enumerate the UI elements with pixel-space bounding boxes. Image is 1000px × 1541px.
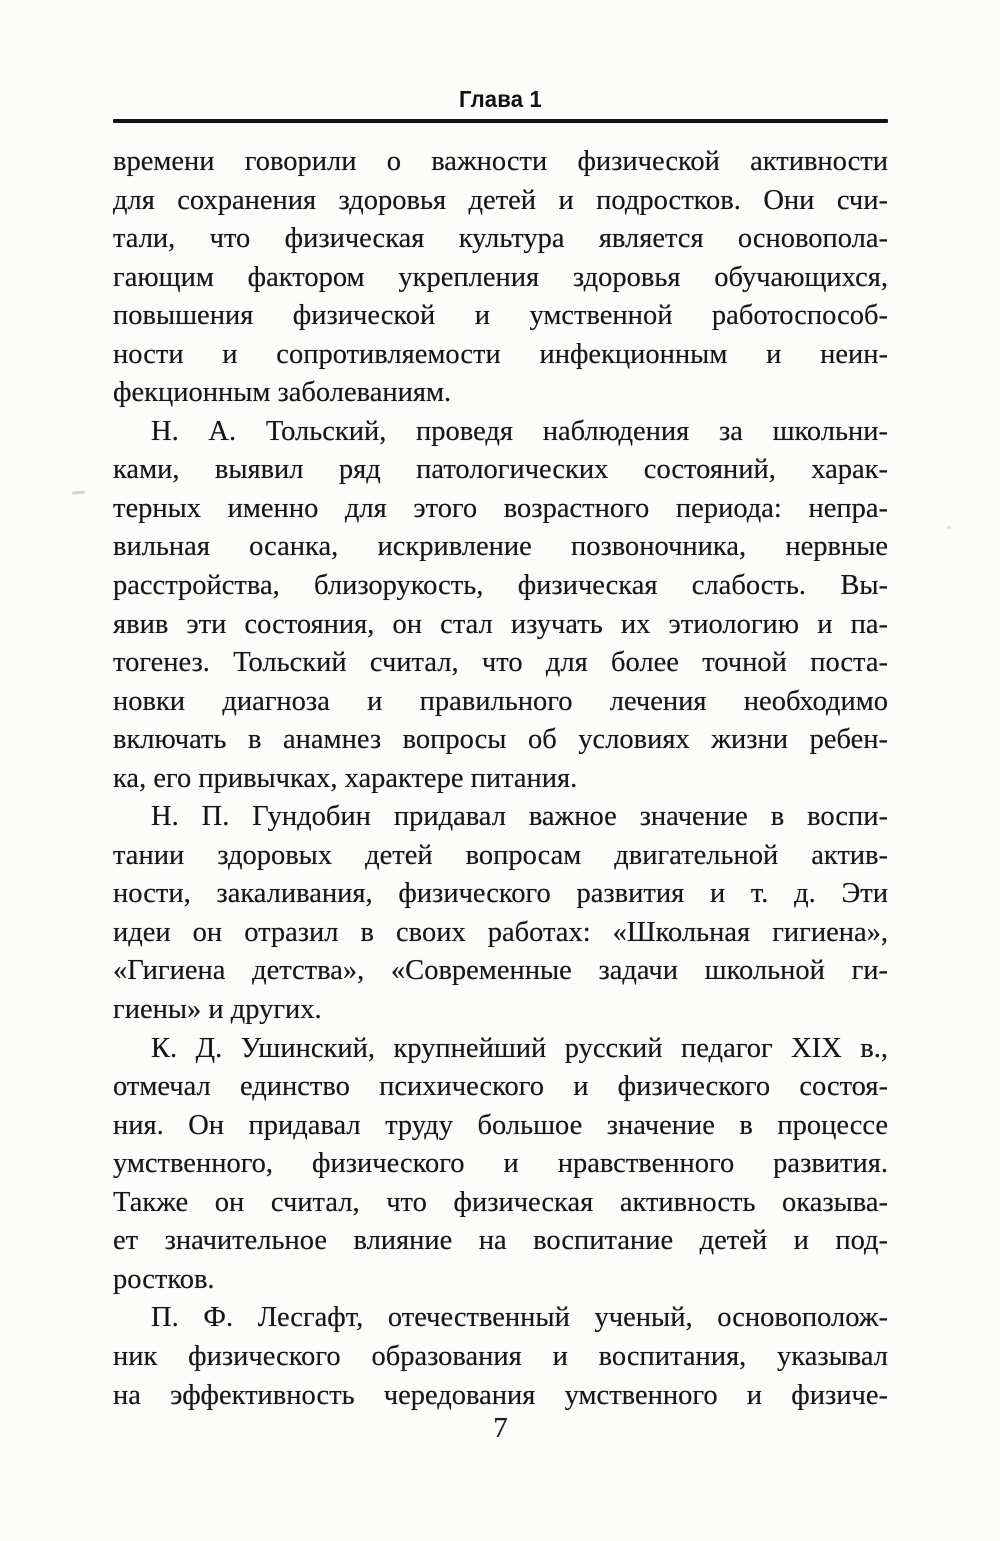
paragraph — [113, 143, 888, 413]
text-line: Н. П. Гундобин придавал важное значение в воспи- — [151, 801, 888, 833]
text-line: ростков. — [113, 1263, 215, 1295]
text-line: «Гигиена детства», «Современные задачи школьной ги- — [113, 955, 888, 987]
text-line: гиены» и других. — [113, 994, 322, 1026]
text-line: идеи он отразил в своих работах: «Школьная гигиена», — [113, 916, 888, 948]
scan-artifact — [72, 491, 85, 495]
text-line: ности и сопротивляемости инфекционным и неин- — [113, 338, 888, 370]
text-line: отмечал единство психического и физического состоя- — [113, 1071, 888, 1103]
text-line: ник физического образования и воспитания, указывал — [113, 1340, 888, 1372]
text-line: П. Ф. Лесгафт, отечественный ученый, основополож- — [151, 1302, 888, 1334]
paragraph — [113, 1030, 888, 1300]
text-line: для сохранения здоровья детей и подростков. Они счи- — [113, 184, 888, 216]
text-line: тогенез. Тольский считал, что для более точной поста- — [113, 647, 888, 679]
text-line: тании здоровых детей вопросам двигательной актив- — [113, 839, 888, 871]
text-line: ка, его привычках, характере питания. — [113, 762, 578, 794]
header-rule — [113, 119, 888, 123]
text-line: гающим фактором укрепления здоровья обучающихся, — [113, 261, 888, 293]
page-number: 7 — [493, 1412, 508, 1444]
paragraph — [113, 1299, 888, 1415]
text-line: вильная осанка, искривление позвоночника, нервные — [113, 531, 888, 563]
text-line: расстройства, близорукость, физическая слабость. Вы- — [113, 570, 888, 602]
text-line: ками, выявил ряд патологических состояний, харак- — [113, 454, 888, 486]
text-line: фекционным заболеваниям. — [113, 377, 452, 409]
text-line: Также он считал, что физическая активность оказыва- — [113, 1186, 888, 1218]
text-line: умственного, физического и нравственного развития. — [113, 1148, 888, 1180]
text-line: новки диагноза и правильного лечения необходимо — [113, 685, 888, 717]
text-line: включать в анамнез вопросы об условиях жизни ребен- — [113, 724, 888, 756]
text-line: явив эти состояния, он стал изучать их этиологию и па- — [113, 608, 888, 640]
text-line: тали, что физическая культура является основопола- — [113, 223, 888, 255]
text-line: ности, закаливания, физического развития и т. д. Эти — [113, 878, 888, 910]
text-line: времени говорили о важности физической активности — [113, 146, 888, 177]
text-line: К. Д. Ушинский, крупнейший русский педагог XIX в., — [151, 1032, 888, 1064]
chapter-header: Глава 1 — [458, 86, 543, 112]
text-line: на эффективность чередования умственного и физиче- — [113, 1379, 888, 1411]
paragraph — [113, 798, 888, 1029]
text-line: повышения физической и умственной работоспособ- — [113, 300, 888, 332]
text-line: терных именно для этого возрастного периода: непра- — [113, 492, 888, 524]
page-text-body — [113, 143, 888, 1415]
text-line: ния. Он придавал труду большое значение в процессе — [113, 1109, 888, 1141]
scan-artifact — [947, 526, 951, 529]
text-line: Н. А. Тольский, проведя наблюдения за школьни- — [151, 415, 888, 447]
paragraph — [113, 413, 888, 798]
text-line: ет значительное влияние на воспитание детей и под- — [113, 1225, 888, 1257]
